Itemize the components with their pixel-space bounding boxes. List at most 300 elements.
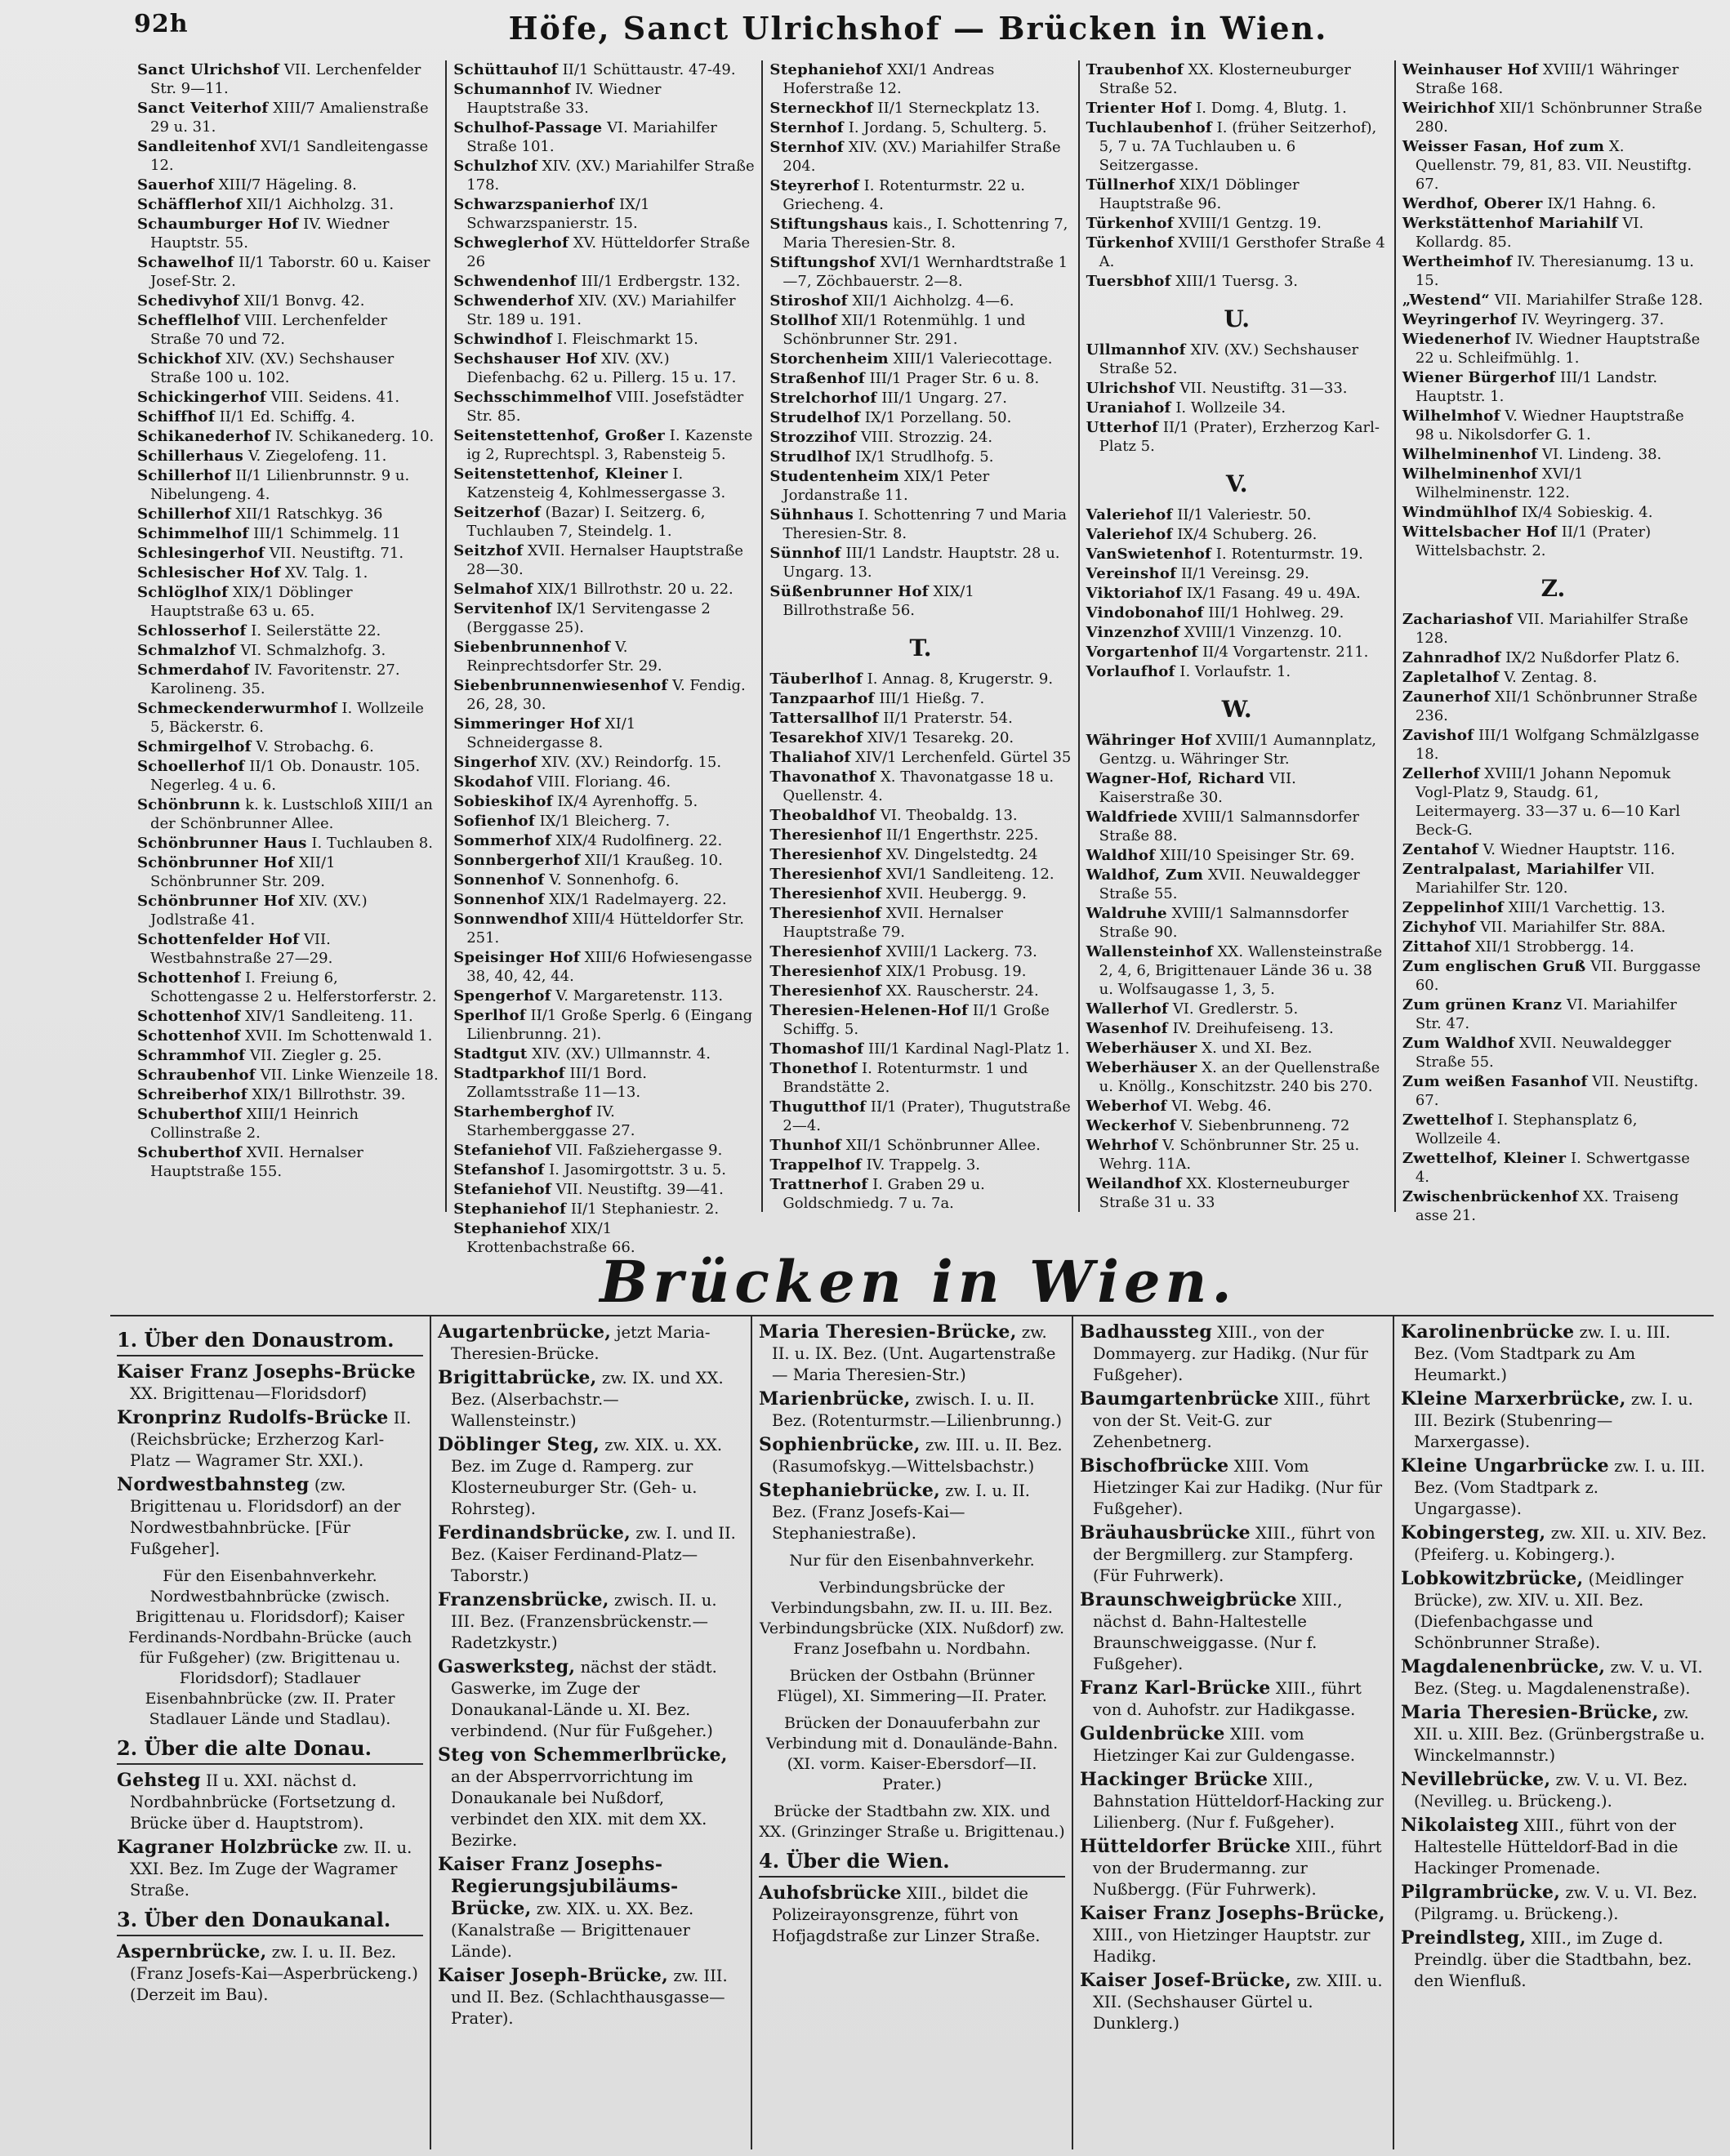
entry-name: Theresienhof [769, 826, 882, 844]
directory-entry [769, 1059, 1071, 1097]
directory-entry [453, 1180, 755, 1199]
entry-address: zw. V. u. VI. Bez. (Steg. u. Magdalenenstraße). [1414, 1658, 1703, 1698]
entry-address: XVII. Hernalser Hauptstraße 79. [783, 905, 1003, 941]
entry-name: Valeriehof [1086, 526, 1173, 543]
entry-address: XX. Wallensteinstraße 2, 4, 6, Brigittenauer Lände 36 u. 38 u. Wolfsaugasse 1, 3, 5. [1099, 943, 1383, 998]
entry-address: III/1 Kardinal Nagl-Platz 1. [868, 1040, 1070, 1058]
directory-entry [759, 1321, 1065, 1386]
directory-entry [769, 768, 1071, 805]
entry-address: VI. Lindeng. 38. [1542, 446, 1662, 463]
directory-entry [438, 1367, 744, 1432]
entry-address: I. Stephansplatz 6, Wollzeile 4. [1415, 1111, 1638, 1147]
entry-address: II/1 Vereinsg. 29. [1180, 565, 1309, 582]
entry-name: Schweglerhof [453, 234, 568, 252]
hoefe-columns [131, 60, 1710, 1256]
directory-entry [137, 621, 439, 640]
entry-name: Schiffhof [137, 408, 215, 425]
entry-address: XVIII/1 Gersthofer Straße 4 A. [1099, 234, 1385, 270]
directory-entry [1402, 957, 1704, 995]
entry-name: Thonethof [769, 1060, 858, 1077]
entry-address: II/1 Ed. Schiffg. 4. [219, 408, 355, 425]
section-heading: 1. Über den Donaustrom. [117, 1328, 423, 1356]
entry-name: Wallerhof [1086, 1000, 1169, 1018]
letter-heading: T. [909, 635, 932, 662]
entry-name: Thunhof [769, 1137, 841, 1154]
entry-name: Theresienhof [769, 885, 882, 902]
entry-address: XII/1 Bonvg. 42. [243, 292, 365, 310]
directory-entry [1402, 1111, 1704, 1148]
entry-address: XIII., Bahnstation Hütteldorf-Hacking zur Lilienberg. (Nur f. Fußgeher). [1093, 1771, 1384, 1832]
page-number: 92h [134, 10, 189, 38]
entry-name: Süßenbrunner Hof [769, 583, 929, 600]
entry-address: XII/1 Strobbergg. 14. [1475, 938, 1634, 956]
entry-address: V. Reinprechtsdorfer Str. 29. [466, 639, 662, 675]
directory-entry [1402, 764, 1704, 840]
entry-name: Sobieskihof [453, 793, 553, 810]
entry-address: IV. Favoritenstr. 27. Karolineng. 35. [150, 662, 400, 697]
directory-entry [1402, 368, 1704, 406]
entry-name: Vinzenzhof [1086, 624, 1180, 641]
section-heading: 2. Über die alte Donau. [117, 1736, 423, 1765]
entry-name: Trattnerhof [769, 1176, 868, 1193]
entry-name: Stiftungshaus [769, 216, 889, 233]
entry-address: XIII., führt von der Brudermanng. zur Nußbergg. (Für Fuhrwerk). [1093, 1838, 1382, 1899]
directory-entry [1402, 860, 1704, 898]
directory-entry [769, 215, 1071, 252]
directory-entry [769, 728, 1071, 747]
entry-address: XII/1 Aichholzg. 4—6. [852, 292, 1014, 310]
directory-entry [1402, 252, 1704, 290]
directory-entry [137, 388, 439, 407]
entry-address: II/1 Große Schiffg. 5. [783, 1002, 1050, 1038]
entry-address: XVI/1 Wilhelminenstr. 122. [1415, 466, 1584, 501]
entry-address: XIX/1 Billrothstr. 39. [252, 1086, 406, 1103]
entry-name: Traubenhof [1086, 61, 1184, 78]
directory-entry [1080, 1723, 1386, 1766]
entry-address: XVI/1 Sandleitengasse 12. [150, 138, 429, 174]
entry-name: Seitzhof [453, 542, 524, 559]
directory-entry [1402, 60, 1704, 98]
directory-entry [769, 448, 1071, 466]
entry-address: XIII., führt von der Bergmillerg. zur Stampferg. (Für Fuhrwerk). [1093, 1524, 1376, 1585]
directory-entry [1080, 1321, 1386, 1386]
entry-address: XIII/1 Valeriecottage. [893, 350, 1053, 368]
entry-name: Magdalenenbrücke, [1401, 1656, 1606, 1677]
entry-address: II/1 Taborstr. 60 u. Kaiser Josef-Str. 2. [150, 254, 430, 290]
directory-entry [453, 272, 755, 291]
directory-entry [137, 176, 439, 194]
entry-name: Schuberthof [137, 1106, 243, 1123]
entry-name: Schlöglhof [137, 584, 229, 601]
entry-address: I. Fleischmarkt 15. [556, 331, 698, 348]
entry-name: Schickingerhof [137, 389, 266, 406]
entry-address: VII. Mariahilfer Straße 128. [1415, 611, 1688, 647]
entry-name: Stiroshof [769, 292, 848, 310]
entry-name: Zellerhof [1402, 765, 1480, 782]
entry-address: XVIII/1 Aumannplatz, Gentzg. u. Währinger Str. [1099, 732, 1377, 768]
entry-name: Stefaniehof [453, 1181, 551, 1198]
entry-name: Ullmannhof [1086, 341, 1186, 359]
entry-address: IX/2 Nußdorfer Platz 6. [1505, 649, 1680, 666]
entry-name: Bischofbrücke [1080, 1455, 1229, 1477]
entry-name: Schumannhof [453, 81, 571, 98]
entry-name: Schmalzhof [137, 642, 236, 659]
page-title: Höfe, Sanct Ulrichshof — Brücken in Wien. [508, 10, 1328, 47]
entry-address: III/1 Schimmelg. 11 [253, 525, 401, 542]
directory-entry [1086, 564, 1388, 583]
railway-note: Nur für den Eisenbahnverkehr. [789, 1552, 1035, 1570]
entry-name: Zwettelhof, Kleiner [1402, 1150, 1567, 1167]
entry-name: Waldhof, Zum [1086, 866, 1204, 884]
entry-name: Weirichhof [1402, 100, 1496, 117]
entry-address: VIII. Lerchenfelder Straße 70 und 72. [150, 312, 388, 348]
entry-address: VI. Gredlerstr. 5. [1172, 1000, 1299, 1018]
entry-name: Nevillebrücke, [1401, 1769, 1551, 1790]
entry-address: I. Freiung 6, Schottengasse 2 u. Helferstorferstr. 2. [150, 969, 437, 1005]
directory-entry [769, 982, 1071, 1000]
directory-entry [769, 176, 1071, 214]
entry-name: Weyringerhof [1402, 311, 1517, 328]
entry-address: XIII/6 Hofwiesengasse 38, 40, 42, 44. [466, 949, 752, 985]
directory-entry [137, 737, 439, 756]
entry-name: Kronprinz Rudolfs-Brücke [117, 1407, 389, 1428]
directory-entry [453, 871, 755, 889]
entry-name: Maria Theresien-Brücke, [1401, 1702, 1659, 1723]
entry-address: VII. Mariahilfer Str. 88A. [1480, 919, 1666, 936]
entry-name: Kaiser Joseph-Brücke, [438, 1965, 669, 1986]
entry-name: Schüttauhof [453, 61, 558, 78]
entry-address: XIII. Vom Hietzinger Kai zur Hadikg. (Nur für Fußgeher). [1093, 1457, 1383, 1518]
entry-name: Schulzhof [453, 158, 537, 175]
directory-entry [769, 389, 1071, 408]
entry-address: XII/1 Schönbrunner Straße 280. [1415, 100, 1702, 136]
directory-entry [453, 599, 755, 637]
entry-address: XIV. (XV.) Sechshauser Straße 52. [1099, 341, 1359, 377]
directory-entry [137, 1007, 439, 1026]
directory-entry [137, 60, 439, 98]
entry-name: Wittelsbacher Hof [1402, 523, 1557, 541]
entry-address: II/1 Praterstr. 54. [883, 710, 1013, 727]
entry-address: III/1 Bord. Zollamtsstraße 11—13. [466, 1065, 647, 1101]
entry-name: Seitzerhof [453, 504, 541, 521]
entry-name: Maria Theresien-Brücke, [759, 1321, 1017, 1343]
section-title: Brücken in Wien. [600, 1248, 1237, 1316]
entry-name: Lobkowitzbrücke, [1401, 1568, 1584, 1589]
bruecken-column [431, 1316, 752, 2149]
entry-address: XII/1 Ratschkyg. 36 [235, 506, 383, 523]
entry-name: Strudelhof [769, 409, 861, 426]
entry-address: II/4 Vorgartenstr. 211. [1202, 644, 1369, 661]
directory-entry [1086, 506, 1388, 524]
directory-entry [769, 467, 1071, 505]
railway-note: Brücken der Ostbahn (Brünner Flügel), XI. Simmering—II. Prater. [777, 1667, 1047, 1705]
directory-entry [137, 1027, 439, 1045]
entry-address: I. Rotenturmstr. 19. [1215, 546, 1363, 563]
entry-name: Ferdinandsbrücke, [438, 1522, 631, 1544]
directory-entry [453, 1006, 755, 1044]
entry-name: Tüllnerhof [1086, 176, 1175, 194]
entry-name: Schraubenhof [137, 1067, 256, 1084]
entry-address: V. Sonnenhofg. 6. [549, 871, 680, 889]
directory-entry [137, 1143, 439, 1181]
entry-name: Wilhelminenhof [1402, 446, 1538, 463]
entry-name: Werdhof, Oberer [1402, 195, 1543, 212]
entry-address: XIV. (XV.) Sechshauser Straße 100 u. 102. [150, 350, 395, 386]
entry-address: XII/1 Rotenmühlg. 1 und Schönbrunner Str. 291. [783, 312, 1026, 348]
entry-address: XVIII/1 Gentzg. 19. [1178, 215, 1322, 232]
entry-name: Hackinger Brücke [1080, 1769, 1269, 1790]
directory-entry [1086, 731, 1388, 768]
entry-address: XIX/1 Peter Jordanstraße 11. [783, 468, 990, 504]
entry-address: XIV/1 Tesarekg. 20. [867, 729, 1014, 746]
entry-name: Spengerhof [453, 987, 551, 1004]
entry-name: Weberhof [1086, 1098, 1167, 1115]
directory-entry [453, 1045, 755, 1063]
entry-address: III/1 Ungarg. 27. [881, 390, 1007, 407]
entry-address: zwisch. II. u. III. Bez. (Franzensbrückenstr.—Radetzkystr.) [451, 1591, 717, 1652]
entry-address: XX. Klosterneuburger Straße 31 u. 33 [1099, 1175, 1349, 1211]
directory-entry [438, 1854, 744, 1962]
entry-address: V. Schönbrunner Str. 25 u. Wehrg. 11A. [1099, 1137, 1360, 1173]
entry-address: zw. I. und II. Bez. (Kaiser Ferdinand-Platz—Taborstr.) [451, 1524, 736, 1585]
entry-address: XIII/1 Tuersg. 3. [1175, 273, 1298, 290]
entry-name: Badhaussteg [1080, 1321, 1213, 1343]
entry-address: XIII/7 Amalienstraße 29 u. 31. [150, 100, 429, 136]
entry-address: I. Kazenste ig 2, Ruprechtspl. 3, Rabensteig 5. [466, 427, 753, 463]
directory-entry [1086, 1058, 1388, 1096]
directory-entry [438, 1656, 744, 1742]
directory-entry [453, 831, 755, 850]
directory-entry [453, 948, 755, 986]
entry-name: Zittahof [1402, 938, 1471, 956]
directory-entry [438, 1321, 744, 1365]
entry-name: Wilhelminenhof [1402, 466, 1538, 483]
entry-address: XIII/1 Varchettig. 13. [1508, 899, 1665, 916]
directory-entry [453, 1102, 755, 1140]
entry-address: III/1 Landstr. Hauptstr. 1. [1415, 369, 1658, 405]
entry-address: V. Wiedner Hauptstr. 116. [1483, 841, 1675, 858]
entry-address: XVII. Heubergg. 9. [885, 885, 1027, 902]
directory-entry [1402, 840, 1704, 859]
entry-name: Zavishof [1402, 727, 1474, 744]
entry-address: IV. Theresianumg. 13 u. 15. [1415, 253, 1694, 289]
directory-entry [1086, 1019, 1388, 1038]
directory-entry [137, 524, 439, 543]
entry-address: III/1 Hohlweg. 29. [1208, 604, 1344, 621]
directory-entry [769, 506, 1071, 543]
entry-name: Strozzihof [769, 429, 857, 446]
entry-name: Storchenheim [769, 350, 889, 368]
entry-name: Zum grünen Kranz [1402, 996, 1563, 1013]
entry-name: Türkenhof [1086, 215, 1174, 232]
entry-address: IV. Weyringerg. 37. [1521, 311, 1665, 328]
entry-name: Bräuhausbrücke [1080, 1522, 1251, 1544]
entry-address: VI. Webg. 46. [1171, 1098, 1272, 1115]
entry-name: Schlosserhof [137, 622, 247, 639]
directory-entry [1086, 866, 1388, 903]
directory-entry [137, 427, 439, 446]
entry-address: XIV. (XV.) Ullmannstr. 4. [532, 1045, 711, 1062]
entry-name: Zum Waldhof [1402, 1035, 1515, 1052]
letter-heading: W. [1221, 696, 1252, 723]
directory-entry [137, 1105, 439, 1143]
entry-name: Schillerhof [137, 467, 231, 484]
entry-address: II/1 (Prater), Thugutstraße 2—4. [783, 1098, 1071, 1134]
entry-name: Döblinger Steg, [438, 1434, 600, 1455]
entry-name: Schlesischer Hof [137, 564, 281, 581]
railway-note: Brücke der Stadtbahn zw. XIX. und XX. (Grinzinger Straße u. Brigittenau.) [759, 1802, 1065, 1841]
hoefe-column [131, 60, 447, 1212]
directory-entry [137, 892, 439, 929]
directory-entry [137, 583, 439, 621]
directory-entry [769, 748, 1071, 767]
entry-name: Täuberlhof [769, 670, 863, 688]
directory-entry [1080, 1388, 1386, 1453]
entry-address: XVI/1 Sandleiteng. 12. [885, 866, 1054, 883]
entry-name: Zwettelhof [1402, 1111, 1493, 1129]
entry-address: II/1 Stephaniestr. 2. [570, 1200, 720, 1218]
entry-address: XVIII/1 Salmannsdorfer Straße 90. [1099, 905, 1349, 941]
directory-entry [1086, 942, 1388, 999]
directory-entry [769, 884, 1071, 903]
entry-name: Theresienhof [769, 846, 882, 863]
entry-name: Schäfflerhof [137, 196, 243, 213]
entry-name: Zachariashof [1402, 611, 1513, 628]
entry-address: I. Jordang. 5, Schulterg. 5. [848, 119, 1047, 136]
directory-entry [438, 1522, 744, 1587]
entry-address: VII. Burggasse 60. [1415, 958, 1701, 994]
entry-address: XIV. (XV.) Mariahilfer Str. 189 u. 191. [466, 292, 736, 328]
entry-name: Stefanshof [453, 1161, 545, 1178]
directory-entry [137, 99, 439, 136]
directory-entry [453, 987, 755, 1005]
directory-entry [453, 80, 755, 118]
directory-entry [1086, 643, 1388, 662]
directory-entry [438, 1744, 744, 1851]
directory-entry [1401, 1815, 1707, 1879]
entry-name: Stefaniehof [453, 1142, 551, 1159]
directory-entry [117, 1770, 423, 1834]
entry-address: zw. V. u. VI. Bez. (Pilgramg. u. Brückeng.). [1414, 1883, 1698, 1923]
railway-note: Brücken der Donauuferbahn zur Verbindung mit d. Donaulände-Bahn. (XI. vorm. Kaiser-Ebersdorf—II. Prater.) [765, 1714, 1059, 1793]
directory-entry [769, 350, 1071, 368]
entry-name: Weinhauser Hof [1402, 61, 1539, 78]
entry-address: XIV. (XV.) Mariahilfer Straße 178. [466, 158, 755, 194]
entry-name: Uraniahof [1086, 399, 1171, 416]
entry-name: Schillerhaus [137, 448, 244, 465]
entry-name: Schickhof [137, 350, 221, 368]
directory-entry [137, 853, 439, 891]
entry-name: Skodahof [453, 773, 533, 791]
entry-address: I. Schottenring 7 und Maria Theresien-Str. 8. [783, 506, 1067, 542]
directory-entry [137, 408, 439, 426]
entry-address: IV. Wiedner Hauptstraße 22 u. Schleifmühlg. 1. [1415, 331, 1701, 367]
entry-address: III/1 Erdbergstr. 132. [581, 273, 741, 290]
entry-address: VIII. Josefstädter Str. 85. [466, 389, 744, 425]
entry-name: Schrammhof [137, 1047, 246, 1064]
entry-name: Preindlsteg, [1401, 1927, 1527, 1949]
entry-name: Schlesingerhof [137, 545, 265, 562]
directory-entry [1086, 584, 1388, 603]
entry-address: XVII. Neuwaldegger Straße 55. [1415, 1035, 1671, 1071]
entry-address: I. Jasomirgottstr. 3 u. 5. [549, 1161, 726, 1178]
directory-entry [1402, 310, 1704, 329]
directory-entry [137, 311, 439, 349]
entry-name: Sechshauser Hof [453, 350, 597, 368]
entry-address: XIII., führt von der Haltestelle Hütteldorf-Bad in die Hackinger Promenade. [1414, 1816, 1679, 1878]
entry-name: Tattersallhof [769, 710, 879, 727]
directory-entry [453, 676, 755, 714]
directory-entry [1080, 1455, 1386, 1520]
bruecken-column [752, 1316, 1073, 2149]
entry-name: Theresien-Helenen-Hof [769, 1002, 969, 1019]
entry-address: zw. XIX. u. XX. Bez. im Zuge d. Ramperg. zur Klosterneuburger Str. (Geh- u. Rohrsteg). [451, 1436, 723, 1518]
entry-name: Zeppelinhof [1402, 899, 1504, 916]
directory-entry [137, 447, 439, 466]
directory-entry [453, 910, 755, 947]
entry-address: II. (Reichsbrücke; Erzherzog Karl-Platz — Wagramer Str. XXI.). [130, 1409, 412, 1470]
entry-name: Zentralpalast, Mariahilfer [1402, 861, 1624, 878]
entry-name: Schaumburger Hof [137, 216, 299, 233]
entry-name: Zwischenbrückenhof [1402, 1188, 1579, 1205]
directory-entry [769, 1098, 1071, 1135]
entry-address: VII. Neustiftg. 67. [1415, 1073, 1699, 1109]
directory-entry [453, 388, 755, 425]
entry-address: VIII. Strozzig. 24. [861, 429, 993, 446]
entry-name: Weisser Fasan, Hof zum [1402, 138, 1605, 155]
entry-name: Speisinger Hof [453, 949, 580, 966]
entry-address: X. an der Quellenstraße u. Knöllg., Konschitzstr. 240 bis 270. [1099, 1059, 1380, 1095]
entry-address: VIII. Floriang. 46. [537, 773, 671, 791]
directory-entry [769, 689, 1071, 708]
entry-address: XX. Brigittenau—Floridsdorf) [130, 1384, 368, 1403]
directory-entry [769, 904, 1071, 942]
entry-address: zw. XIII. u. XII. (Sechshauser Gürtel u. Dunklerg.) [1093, 1971, 1383, 2033]
directory-entry [137, 969, 439, 1006]
entry-name: Wertheimhof [1402, 253, 1513, 270]
entry-address: II/1 (Prater) Wittelsbachstr. 2. [1415, 523, 1652, 559]
entry-address: XV. Dingelstedtg. 24 [885, 846, 1038, 863]
entry-name: Schottenhof [137, 1027, 241, 1045]
entry-name: Seitenstettenhof, Großer [453, 427, 666, 444]
entry-name: Guldenbrücke [1080, 1723, 1225, 1744]
directory-entry [1086, 1039, 1388, 1058]
entry-name: Starhemberghof [453, 1103, 592, 1120]
entry-address: XV. Hütteldorfer Straße 26 [466, 234, 751, 270]
entry-name: Stadtgut [453, 1045, 528, 1062]
entry-name: Tuersbhof [1086, 273, 1171, 290]
entry-name: Valeriehof [1086, 506, 1173, 523]
entry-address: I. Rotenturmstr. 1 und Brandstätte 2. [783, 1060, 1028, 1096]
directory-entry [1086, 808, 1388, 845]
directory-entry [769, 428, 1071, 447]
entry-name: Singerhof [453, 754, 537, 771]
directory-entry [137, 137, 439, 175]
entry-name: Währinger Hof [1086, 732, 1211, 749]
directory-entry [769, 369, 1071, 388]
entry-name: Schefflelhof [137, 312, 240, 329]
entry-name: Gaswerksteg, [438, 1656, 576, 1677]
directory-entry [137, 253, 439, 291]
directory-entry [137, 564, 439, 582]
entry-address: XII/1 Schönbrunner Allee. [845, 1137, 1041, 1154]
entry-address: VII. Linke Wienzeile 18. [260, 1067, 439, 1084]
entry-name: Sühnhaus [769, 506, 854, 523]
directory-entry [137, 1085, 439, 1104]
entry-address: IV. Schikanederg. 10. [274, 428, 435, 445]
directory-entry [117, 1407, 423, 1472]
entry-name: Schwarzspanierhof [453, 196, 615, 213]
